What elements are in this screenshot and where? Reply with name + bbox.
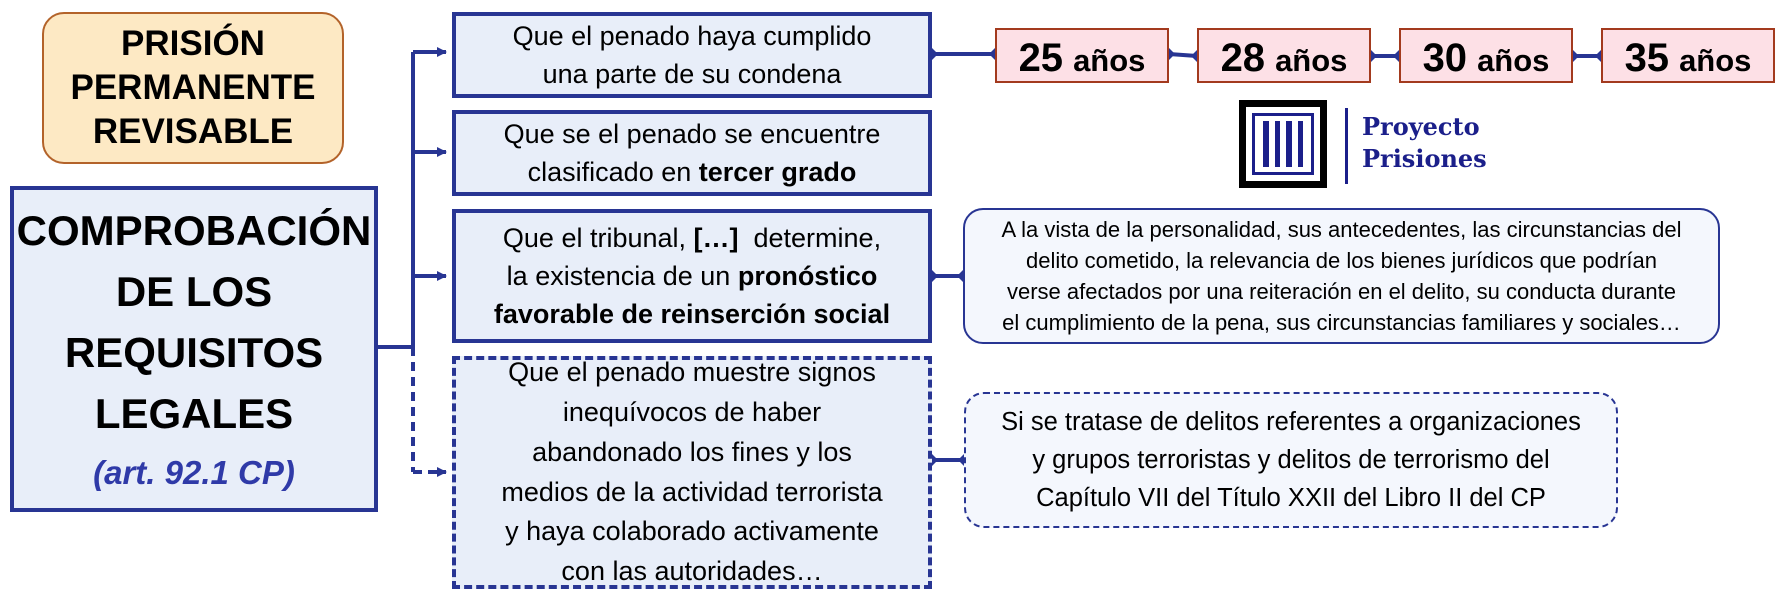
requirement-line xyxy=(507,257,878,295)
requirement-line: una parte de su condena xyxy=(542,59,842,89)
requirement-emphasis: pronóstico xyxy=(737,260,878,291)
requirement-sentence-served xyxy=(452,12,932,98)
years-box-35 xyxy=(1601,28,1775,83)
note-line: y grupos terroristas y delitos de terrorismo del xyxy=(1032,445,1550,474)
years-unit: años xyxy=(1073,43,1146,78)
requirement-emphasis: favorable de reinserción social xyxy=(493,299,891,330)
requirement-line: con las autoridades… xyxy=(561,556,823,587)
note-terrorism-offences xyxy=(964,392,1618,528)
proyecto-prisiones-logo-icon xyxy=(1239,100,1327,188)
note-line: A la vista de la personalidad, sus antecedentes, las circunstancias del xyxy=(1001,216,1682,242)
requirement-line xyxy=(503,219,881,257)
title-box xyxy=(42,12,344,164)
requirement-line: abandonado los fines y los xyxy=(532,436,852,467)
title-line: PERMANENTE xyxy=(70,68,316,108)
logo-line: Prisiones xyxy=(1362,144,1487,174)
years-unit: años xyxy=(1477,43,1550,78)
years-number: 28 xyxy=(1220,36,1266,80)
requirement-favorable-prognosis xyxy=(452,209,932,343)
requirement-emphasis: […] xyxy=(693,222,739,253)
requirement-text: Que el tribunal, xyxy=(502,222,694,253)
requirement-text: la existencia de un xyxy=(506,260,738,291)
main-line: DE LOS xyxy=(115,268,273,316)
years-box-25 xyxy=(995,28,1169,83)
requirement-line: medios de la actividad terrorista xyxy=(501,476,883,507)
years-unit: años xyxy=(1679,43,1752,78)
main-requirements-box xyxy=(10,186,378,512)
requirement-text: clasificado en xyxy=(527,157,699,187)
years-number: 35 xyxy=(1624,36,1670,80)
main-line: COMPROBACIÓN xyxy=(16,207,372,255)
requirement-text: determine, xyxy=(738,222,882,253)
note-line: verse afectados por una reiteración en el delito, su conducta durante xyxy=(1007,279,1676,304)
requirement-terrorism-cooperation xyxy=(452,356,932,589)
years-number: 30 xyxy=(1422,36,1468,80)
requirement-third-degree xyxy=(452,110,932,196)
logo-line: Proyecto xyxy=(1362,112,1480,141)
requirement-line xyxy=(494,295,890,333)
requirement-line: Que se el penado se encuentre xyxy=(503,118,881,149)
requirement-line: Que el penado muestre signos xyxy=(508,356,876,387)
years-unit: años xyxy=(1275,43,1348,78)
requirement-line: inequívocos de haber xyxy=(562,396,822,427)
years-number: 25 xyxy=(1018,36,1064,80)
title-line: PRISIÓN xyxy=(121,24,265,64)
main-line: LEGALES xyxy=(94,389,294,437)
title-line: REVISABLE xyxy=(92,111,294,151)
note-line: el cumplimiento de la pena, sus circunstancias familiares y sociales… xyxy=(1002,310,1681,336)
years-box-30 xyxy=(1399,28,1573,83)
years-box-28 xyxy=(1197,28,1371,83)
note-line: Capítulo VII del Título XXII del Libro II del CP xyxy=(1036,484,1546,513)
main-line: REQUISITOS xyxy=(64,329,324,377)
note-line: Si se tratase de delitos referentes a organizaciones xyxy=(1001,407,1581,436)
note-personality-criteria xyxy=(963,208,1720,344)
logo-divider xyxy=(1345,108,1348,184)
requirement-emphasis: tercer grado xyxy=(698,157,857,187)
requirement-line: y haya colaborado activamente xyxy=(505,516,879,547)
requirement-line: Que el penado haya cumplido xyxy=(512,20,872,51)
requirement-line xyxy=(528,153,857,191)
logo-text xyxy=(1362,111,1487,176)
article-reference: (art. 92.1 CP) xyxy=(93,453,295,491)
note-line: delito cometido, la relevancia de los bienes jurídicos que podrían xyxy=(1025,247,1658,273)
